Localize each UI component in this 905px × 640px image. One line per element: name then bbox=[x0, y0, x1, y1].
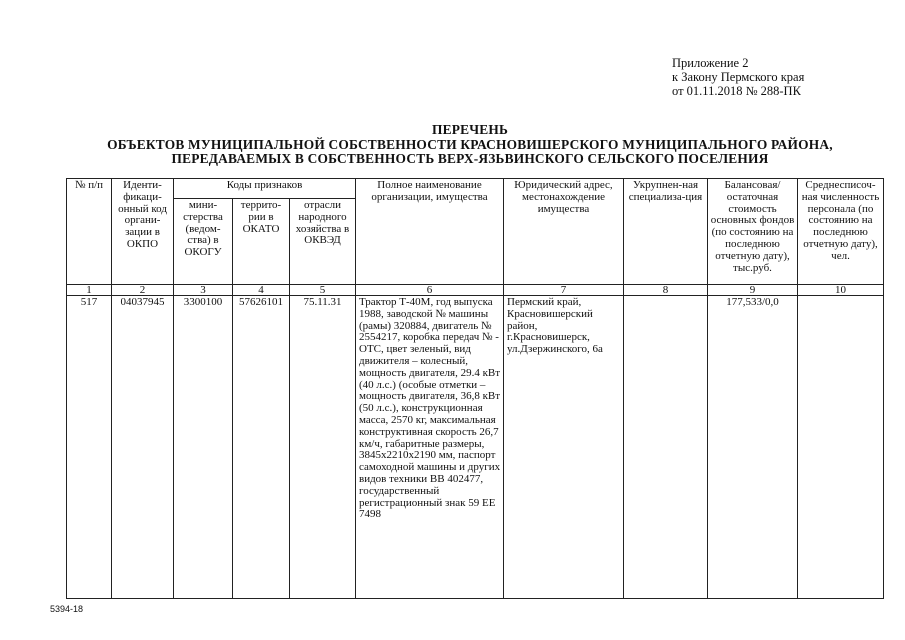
cell-okato: 57626101 bbox=[233, 296, 290, 599]
cell-address: Пермский край, Красновишерский район, г.Красновишерск, ул.Дзержинского, 6а bbox=[504, 296, 624, 599]
col-num-3: 3 bbox=[174, 285, 233, 296]
header-specialization: Укрупнен-ная специализа-ция bbox=[624, 179, 708, 285]
property-table bbox=[66, 178, 884, 599]
annex-line-1: Приложение 2 bbox=[672, 56, 749, 70]
col-num-6: 6 bbox=[356, 285, 504, 296]
annex-line-2: к Закону Пермского края bbox=[672, 70, 805, 84]
col-num-4: 4 bbox=[233, 285, 290, 296]
cell-balance: 177,533/0,0 bbox=[708, 296, 798, 599]
header-name: Полное наименование организации, имущества bbox=[356, 179, 504, 285]
title-line-1: ПЕРЕЧЕНЬ bbox=[431, 122, 509, 137]
header-okogu: мини-стерства (ведом-ства) в ОКОГУ bbox=[174, 199, 233, 285]
col-num-5: 5 bbox=[290, 285, 356, 296]
document-title bbox=[40, 123, 900, 167]
col-num-9: 9 bbox=[708, 285, 798, 296]
cell-num: 517 bbox=[67, 296, 112, 599]
annex-note bbox=[672, 56, 804, 98]
col-num-7: 7 bbox=[504, 285, 624, 296]
cell-okpo: 04037945 bbox=[112, 296, 174, 599]
header-balance: Балансовая/ остаточная стоимость основных фондов (по состоянию на последнюю отчетную дату), тыс.руб. bbox=[708, 179, 798, 285]
col-num-10: 10 bbox=[798, 285, 884, 296]
annex-line-3: от 01.11.2018 № 288-ПК bbox=[672, 84, 801, 98]
cell-okogu: 3300100 bbox=[174, 296, 233, 599]
cell-okved: 75.11.31 bbox=[290, 296, 356, 599]
header-okpo: Иденти-фикаци-онный код органи-зации в ОКПО bbox=[112, 179, 174, 285]
col-num-2: 2 bbox=[112, 285, 174, 296]
header-okato: террито-рии в ОКАТО bbox=[233, 199, 290, 285]
col-num-1: 1 bbox=[67, 285, 112, 296]
col-num-8: 8 bbox=[624, 285, 708, 296]
document-code: 5394-18 bbox=[50, 604, 84, 614]
cell-staff bbox=[798, 296, 884, 599]
table-row bbox=[67, 296, 884, 599]
header-codes: Коды признаков bbox=[174, 179, 356, 199]
title-line-3: ПЕРЕДАВАЕМЫХ В СОБСТВЕННОСТЬ ВЕРХ-ЯЗЬВИНСКОГО СЕЛЬСКОГО ПОСЕЛЕНИЯ bbox=[171, 151, 769, 166]
header-staff: Среднесписоч-ная численность персонала (по состоянию на последнюю отчетную дату), чел. bbox=[798, 179, 884, 285]
title-line-2: ОБЪЕКТОВ МУНИЦИПАЛЬНОЙ СОБСТВЕННОСТИ КРАСНОВИШЕРСКОГО МУНИЦИПАЛЬНОГО РАЙОНА, bbox=[107, 136, 833, 152]
header-okved: отрасли народного хозяйства в ОКВЭД bbox=[290, 199, 356, 285]
header-address: Юридический адрес, местонахождение имущества bbox=[504, 179, 624, 285]
cell-name: Трактор Т-40М, год выпуска 1988, заводской № машины (рамы) 320884, двигатель № 2554217, коробка передач № - ОТС, цвет зеленый, вид движителя – колесный, мощность двигателя, 29.4 кВт (40 л.с.) (особые отметки – мощность двигателя, 36,8 кВт (50 л.с.), конструкционная масса, 2570 кг, максимальная конструктивная скорость 26,7 км/ч, габаритные размеры, 3845x2210x2190 мм, паспорт самоходной машины и других видов техники ВВ 402477, государственный регистрационный знак 59 ЕЕ 7498 bbox=[356, 296, 504, 599]
column-number-row bbox=[67, 285, 884, 296]
header-num: № п/п bbox=[67, 179, 112, 285]
cell-specialization bbox=[624, 296, 708, 599]
